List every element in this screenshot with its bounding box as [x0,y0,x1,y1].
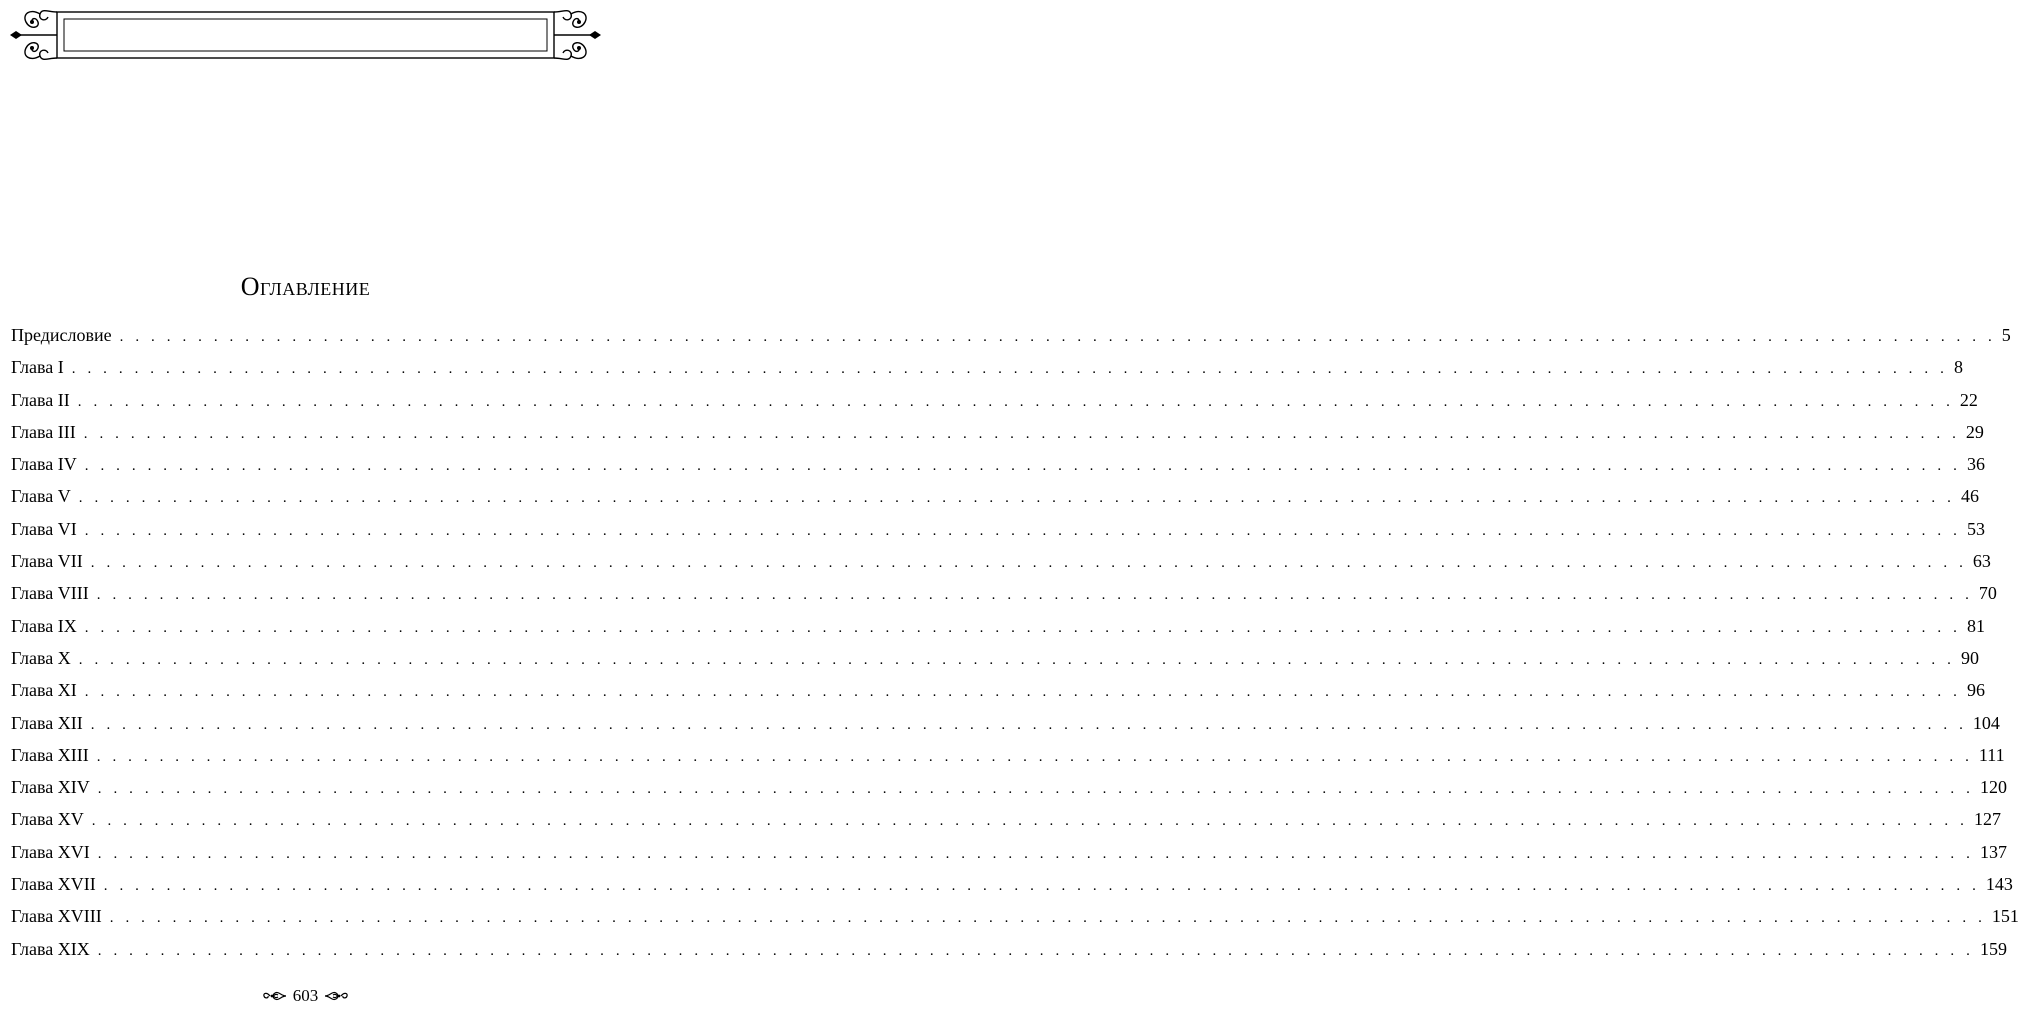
toc-entry [11,803,2001,835]
header-ornamental-frame [0,0,611,70]
toc-dot-leader: . . . . . . . . . . . . . . . . . . . . . . . . . . . . . . . . . . . . . . . . . . . . . . . . . . . . . . . . . . . . . . . . . . . . . . . . . . . . . . . . . . . . . . . . . . . . . . . . . . . . . . . . . . . . . . . . . . . . . . . . [97,845,1974,862]
toc-entry [11,416,1984,448]
toc-dot-leader: . . . . . . . . . . . . . . . . . . . . . . . . . . . . . . . . . . . . . . . . . . . . . . . . . . . . . . . . . . . . . . . . . . . . . . . . . . . . . . . . . . . . . . . . . . . . . . . . . . . . . . . . . . . . . . . . . . . . . . . . [84,458,1961,475]
toc-entry-page: 29 [1965,421,1984,442]
toc-entry [11,707,2000,739]
toc-entry-label: Глава IV [11,454,77,475]
toc-dot-leader: . . . . . . . . . . . . . . . . . . . . . . . . . . . . . . . . . . . . . . . . . . . . . . . . . . . . . . . . . . . . . . . . . . . . . . . . . . . . . . . . . . . . . . . . . . . . . . . . . . . . . . . . . . . . . . . . . . . . . . . . [97,781,1974,798]
toc-entry [11,480,1979,512]
toc-entry-page: 36 [1966,454,1985,475]
toc-dot-leader: . . . . . . . . . . . . . . . . . . . . . . . . . . . . . . . . . . . . . . . . . . . . . . . . . . . . . . . . . . . . . . . . . . . . . . . . . . . . . . . . . . . . . . . . . . . . . . . . . . . . . . . . . . . . . . . . . . . . . . . . [91,813,1968,830]
toc-dot-leader: . . . . . . . . . . . . . . . . . . . . . . . . . . . . . . . . . . . . . . . . . . . . . . . . . . . . . . . . . . . . . . . . . . . . . . . . . . . . . . . . . . . . . . . . . . . . . . . . . . . . . . . . . . . . . . . . . . . . . . . . [96,748,1973,765]
toc-dot-leader: . . . . . . . . . . . . . . . . . . . . . . . . . . . . . . . . . . . . . . . . . . . . . . . . . . . . . . . . . . . . . . . . . . . . . . . . . . . . . . . . . . . . . . . . . . . . . . . . . . . . . . . . . . . . . . . . . . . . . . . . [119,329,1996,345]
toc-entry-label: Глава XIV [11,777,90,798]
toc-entry [11,319,2011,351]
toc-entry-label: Глава V [11,486,71,507]
toc-entry-page: 22 [1959,389,1978,410]
toc-dot-leader: . . . . . . . . . . . . . . . . . . . . . . . . . . . . . . . . . . . . . . . . . . . . . . . . . . . . . . . . . . . . . . . . . . . . . . . . . . . . . . . . . . . . . . . . . . . . . . . . . . . . . . . . . . . . . . . . . . . . . . . . [90,555,1967,572]
toc-entry-label: Глава XVII [11,874,96,895]
toc-entry [11,351,1963,383]
toc-entry [11,448,1985,480]
toc-entry-label: Глава VIII [11,583,89,604]
toc-entry-page: 70 [1978,583,1997,604]
toc-entry-label: Глава XIII [11,744,89,765]
toc-entry-label: Предисловие [11,325,112,345]
toc-entry [11,836,2007,868]
toc-dot-leader: . . . . . . . . . . . . . . . . . . . . . . . . . . . . . . . . . . . . . . . . . . . . . . . . . . . . . . . . . . . . . . . . . . . . . . . . . . . . . . . . . . . . . . . . . . . . . . . . . . . . . . . . . . . . . . . . . . . . . . . . [90,716,1967,733]
toc-entry-label: Глава XIX [11,938,90,959]
toc-entry-label: Глава II [11,389,70,410]
toc-list [11,319,2019,965]
toc-entry-page: 63 [1972,551,1991,572]
flourish-right-icon [324,989,350,1003]
toc-entry [11,577,1997,609]
toc-entry [11,513,1985,545]
toc-entry-page: 143 [1985,874,2013,895]
toc-entry-page: 104 [1972,712,2000,733]
toc-entry-page: 53 [1966,518,1985,539]
toc-entry [11,771,2007,803]
toc-entry-page: 159 [1979,938,2007,959]
toc-entry-label: Глава VI [11,518,77,539]
toc-title: Оглавление [240,272,371,301]
toc-entry-label: Глава XVI [11,841,90,862]
toc-entry-label: Глава XV [11,809,84,830]
toc-entry-page: 137 [1979,841,2007,862]
toc-entry [11,868,2013,900]
toc-entry-label: Глава X [11,647,71,668]
toc-entry [11,674,1985,706]
toc-entry-label: Глава III [11,421,76,442]
toc-entry-page: 8 [1953,357,1963,378]
toc-dot-leader: . . . . . . . . . . . . . . . . . . . . . . . . . . . . . . . . . . . . . . . . . . . . . . . . . . . . . . . . . . . . . . . . . . . . . . . . . . . . . . . . . . . . . . . . . . . . . . . . . . . . . . . . . . . . . . . . . . . . . . . . [78,490,1955,507]
toc-entry-page: 46 [1960,486,1979,507]
toc-dot-leader: . . . . . . . . . . . . . . . . . . . . . . . . . . . . . . . . . . . . . . . . . . . . . . . . . . . . . . . . . . . . . . . . . . . . . . . . . . . . . . . . . . . . . . . . . . . . . . . . . . . . . . . . . . . . . . . . . . . . . . . . [78,651,1955,668]
toc-dot-leader: . . . . . . . . . . . . . . . . . . . . . . . . . . . . . . . . . . . . . . . . . . . . . . . . . . . . . . . . . . . . . . . . . . . . . . . . . . . . . . . . . . . . . . . . . . . . . . . . . . . . . . . . . . . . . . . . . . . . . . . . [84,619,1961,636]
toc-dot-leader: . . . . . . . . . . . . . . . . . . . . . . . . . . . . . . . . . . . . . . . . . . . . . . . . . . . . . . . . . . . . . . . . . . . . . . . . . . . . . . . . . . . . . . . . . . . . . . . . . . . . . . . . . . . . . . . . . . . . . . . . [103,878,1980,895]
page-number: 603 [292,986,319,1005]
toc-entry-page: 127 [1973,809,2001,830]
toc-entry-page: 5 [2001,325,2011,345]
toc-entry [11,642,1979,674]
toc-dot-leader: . . . . . . . . . . . . . . . . . . . . . . . . . . . . . . . . . . . . . . . . . . . . . . . . . . . . . . . . . . . . . . . . . . . . . . . . . . . . . . . . . . . . . . . . . . . . . . . . . . . . . . . . . . . . . . . . . . . . . . . . [84,522,1961,539]
toc-dot-leader: . . . . . . . . . . . . . . . . . . . . . . . . . . . . . . . . . . . . . . . . . . . . . . . . . . . . . . . . . . . . . . . . . . . . . . . . . . . . . . . . . . . . . . . . . . . . . . . . . . . . . . . . . . . . . . . . . . . . . . . . [71,361,1948,378]
toc-entry [11,900,2019,932]
toc-entry-page: 151 [1991,906,2019,927]
toc-entry-label: Глава XI [11,680,77,701]
toc-dot-leader: . . . . . . . . . . . . . . . . . . . . . . . . . . . . . . . . . . . . . . . . . . . . . . . . . . . . . . . . . . . . . . . . . . . . . . . . . . . . . . . . . . . . . . . . . . . . . . . . . . . . . . . . . . . . . . . . . . . . . . . . [83,425,1960,442]
toc-entry [11,739,2005,771]
toc-dot-leader: . . . . . . . . . . . . . . . . . . . . . . . . . . . . . . . . . . . . . . . . . . . . . . . . . . . . . . . . . . . . . . . . . . . . . . . . . . . . . . . . . . . . . . . . . . . . . . . . . . . . . . . . . . . . . . . . . . . . . . . . [77,393,1954,410]
toc-entry-page: 111 [1978,744,2005,765]
toc-entry-label: Глава XVIII [11,906,102,927]
toc-entry [11,610,1985,642]
toc-entry [11,545,1991,577]
flourish-left-icon [261,989,287,1003]
toc-entry-page: 81 [1966,615,1985,636]
toc-entry [11,384,1978,416]
toc-dot-leader: . . . . . . . . . . . . . . . . . . . . . . . . . . . . . . . . . . . . . . . . . . . . . . . . . . . . . . . . . . . . . . . . . . . . . . . . . . . . . . . . . . . . . . . . . . . . . . . . . . . . . . . . . . . . . . . . . . . . . . . . [96,587,1973,604]
toc-dot-leader: . . . . . . . . . . . . . . . . . . . . . . . . . . . . . . . . . . . . . . . . . . . . . . . . . . . . . . . . . . . . . . . . . . . . . . . . . . . . . . . . . . . . . . . . . . . . . . . . . . . . . . . . . . . . . . . . . . . . . . . . [109,910,1986,927]
page-footer [0,986,611,1006]
toc-entry-label: Глава VII [11,551,83,572]
toc-entry [11,933,2007,965]
toc-entry-page: 96 [1966,680,1985,701]
toc-dot-leader: . . . . . . . . . . . . . . . . . . . . . . . . . . . . . . . . . . . . . . . . . . . . . . . . . . . . . . . . . . . . . . . . . . . . . . . . . . . . . . . . . . . . . . . . . . . . . . . . . . . . . . . . . . . . . . . . . . . . . . . . [84,684,1961,701]
toc-entry-page: 90 [1960,647,1979,668]
toc-dot-leader: . . . . . . . . . . . . . . . . . . . . . . . . . . . . . . . . . . . . . . . . . . . . . . . . . . . . . . . . . . . . . . . . . . . . . . . . . . . . . . . . . . . . . . . . . . . . . . . . . . . . . . . . . . . . . . . . . . . . . . . . [97,942,1974,959]
toc-entry-label: Глава XII [11,712,83,733]
toc-entry-page: 120 [1979,777,2007,798]
toc-entry-label: Глава IX [11,615,77,636]
toc-entry-label: Глава I [11,357,64,378]
